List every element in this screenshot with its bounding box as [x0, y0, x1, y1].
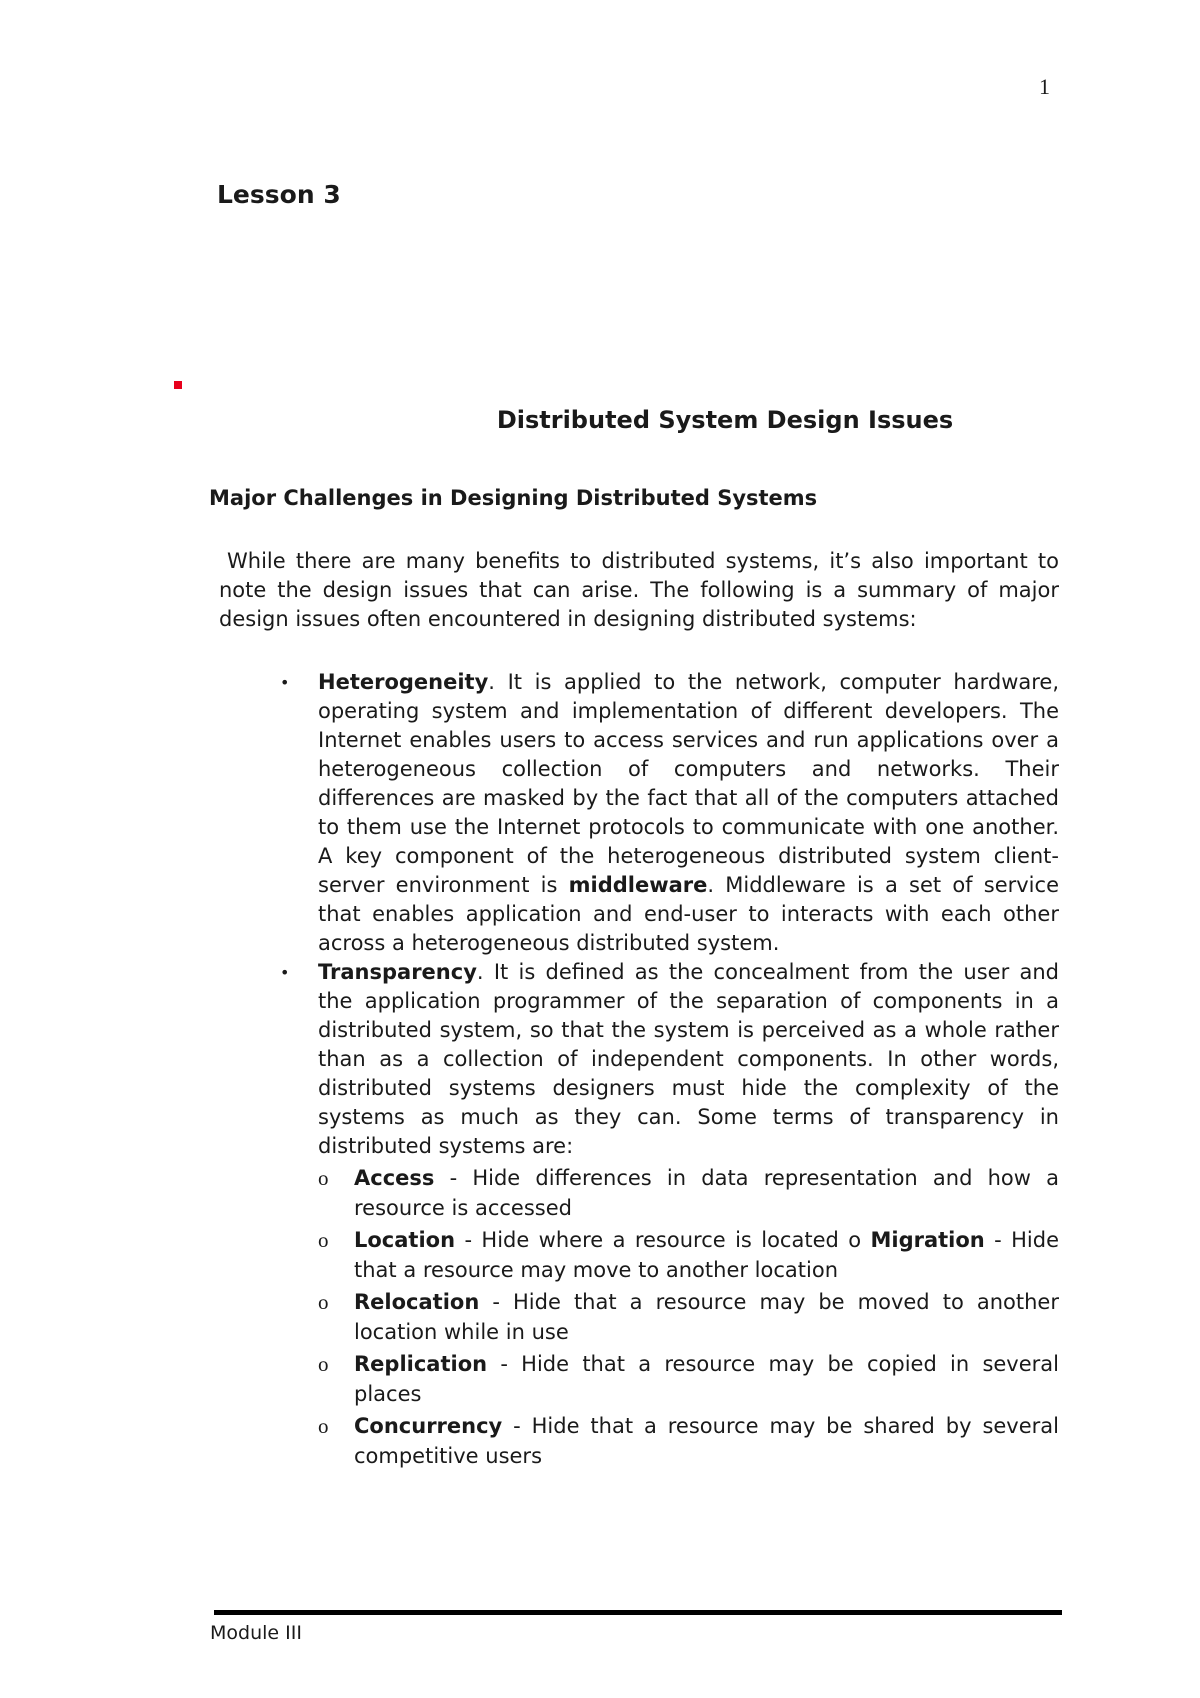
term-relocation: Relocation: [354, 1290, 480, 1314]
term-location: Location: [354, 1228, 456, 1252]
list-item-heterogeneity: [280, 668, 1059, 958]
heterogeneity-text: . It is applied to the network, computer hardware, operating system and implementation of different developers. The Internet enables users to access services and run applications over a heterogeneous collection of computers and networks. Their differences are masked by the fact that all of the computers attached to them use the Internet protocols to communicate with one another. A key component of the heterogeneous distributed system client-server environment is: [318, 670, 1059, 897]
transparency-text: . It is defined as the concealment from the user and the application programmer of the separation of components in a distributed system, so that the system is perceived as a whole rather than as a collection of independent components. In other words, distributed systems designers must hide the complexity of the systems as much as they can. Some terms of transparency in distributed systems are:: [318, 960, 1059, 1158]
list-item-transparency: [280, 958, 1059, 1471]
middleware-text: . Middleware is a set of service that enables application and end-user to interacts with each other across a heterogeneous distributed system.: [318, 873, 1059, 955]
bullet-icon: •: [280, 963, 290, 982]
footer-module-label: Module III: [210, 1622, 302, 1644]
lesson-heading: Lesson 3: [217, 180, 341, 209]
page-title: Distributed System Design Issues: [496, 406, 954, 434]
sub-item-concurrency: [318, 1411, 1059, 1471]
sub-bullet-icon: o: [318, 1228, 329, 1252]
location-text: - Hide where a resource is located o: [455, 1228, 871, 1252]
sub-item-relocation: [318, 1287, 1059, 1347]
section-heading: Major Challenges in Designing Distributed Systems: [209, 486, 818, 510]
term-migration: Migration: [870, 1228, 985, 1252]
term-middleware: middleware: [568, 873, 708, 897]
design-issues-list: [280, 668, 1059, 1473]
bullet-icon: •: [280, 673, 290, 692]
term-access: Access: [354, 1166, 435, 1190]
term-concurrency: Concurrency: [354, 1414, 503, 1438]
term-replication: Replication: [354, 1352, 488, 1376]
sub-item-replication: [318, 1349, 1059, 1409]
relocation-text: - Hide that a resource may be moved to another location while in use: [354, 1290, 1059, 1344]
transparency-types-list: [318, 1163, 1059, 1471]
intro-paragraph: While there are many benefits to distributed systems, it’s also important to note the design issues that can arise. The following is a summary of major design issues often encountered in designing distributed systems:: [219, 549, 1059, 631]
footer-rule: [214, 1610, 1062, 1615]
migration-text: - Hide that a resource may move to another location: [354, 1228, 1059, 1282]
concurrency-text: - Hide that a resource may be shared by several competitive users: [354, 1414, 1059, 1468]
sub-bullet-icon: o: [318, 1414, 329, 1438]
sub-item-location: [318, 1225, 1059, 1285]
term-heterogeneity: Heterogeneity: [318, 670, 489, 694]
access-text: - Hide differences in data representation and how a resource is accessed: [354, 1166, 1059, 1220]
sub-bullet-icon: o: [318, 1166, 329, 1190]
sub-item-access: [318, 1163, 1059, 1223]
term-transparency: Transparency: [318, 960, 477, 984]
red-bullet-mark: [174, 381, 182, 389]
replication-text: - Hide that a resource may be copied in several places: [354, 1352, 1059, 1406]
sub-bullet-icon: o: [318, 1352, 329, 1376]
page-number: 1: [1039, 74, 1050, 99]
sub-bullet-icon: o: [318, 1290, 329, 1314]
